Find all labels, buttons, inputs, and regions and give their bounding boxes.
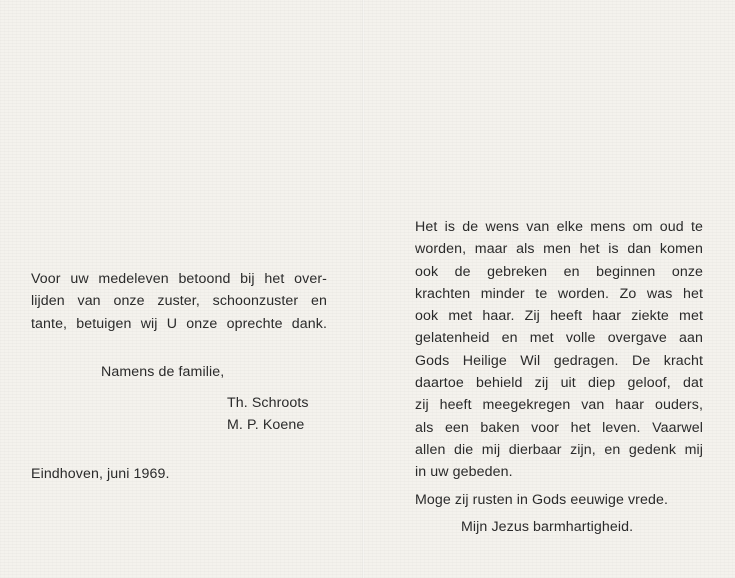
paragraph-line-10: als een baken voor het leven. Vaarwel xyxy=(415,419,703,436)
paragraph-line-9: zij heeft meegekregen van haar ouders, xyxy=(415,397,703,414)
paragraph-line-3: ook de gebreken en beginnen onze xyxy=(415,263,703,280)
paragraph-line-1: Het is de wens van elke mens om oud te xyxy=(415,219,703,235)
thanks-line-1: Voor uw medeleven betoond bij het over- xyxy=(31,271,327,287)
spacer xyxy=(31,335,327,361)
right-panel xyxy=(415,216,703,538)
invocation-line: Mijn Jezus barmhartigheid. xyxy=(461,518,634,535)
spacer xyxy=(31,437,327,463)
prayer-line: Moge zij rusten in Gods eeuwige vrede. xyxy=(415,491,669,508)
card-fold xyxy=(362,0,364,578)
paragraph-line-6: gelatenheid en met volle overgave aan xyxy=(415,330,703,347)
signatory-1: Th. Schroots xyxy=(227,395,309,412)
thanks-line-3: tante, betuigen wij U onze oprechte dank. xyxy=(31,315,327,332)
paragraph-line-11: allen die mij dierbaar zijn, en gedenk mij xyxy=(415,441,703,458)
thanks-line-2: lijden van onze zuster, schoonzuster en xyxy=(31,293,327,310)
spacer xyxy=(31,383,327,392)
left-panel xyxy=(31,268,327,485)
place-date: Eindhoven, juni 1969. xyxy=(31,465,170,482)
paragraph-line-7: Gods Heilige Wil gedragen. De kracht xyxy=(415,352,703,369)
paragraph-line-12: in uw gebeden. xyxy=(415,464,513,481)
paragraph-line-2: worden, maar als men het is dan komen xyxy=(415,241,703,258)
on-behalf-text: Namens de familie, xyxy=(101,363,225,380)
paragraph-line-5: ook met haar. Zij heeft haar ziekte met xyxy=(415,308,703,325)
paragraph-line-4: krachten minder te worden. Zo was het xyxy=(415,285,703,302)
signatory-2: M. P. Koene xyxy=(227,417,305,434)
paragraph-line-8: daartoe behield zij uit diep geloof, dat xyxy=(415,375,703,392)
